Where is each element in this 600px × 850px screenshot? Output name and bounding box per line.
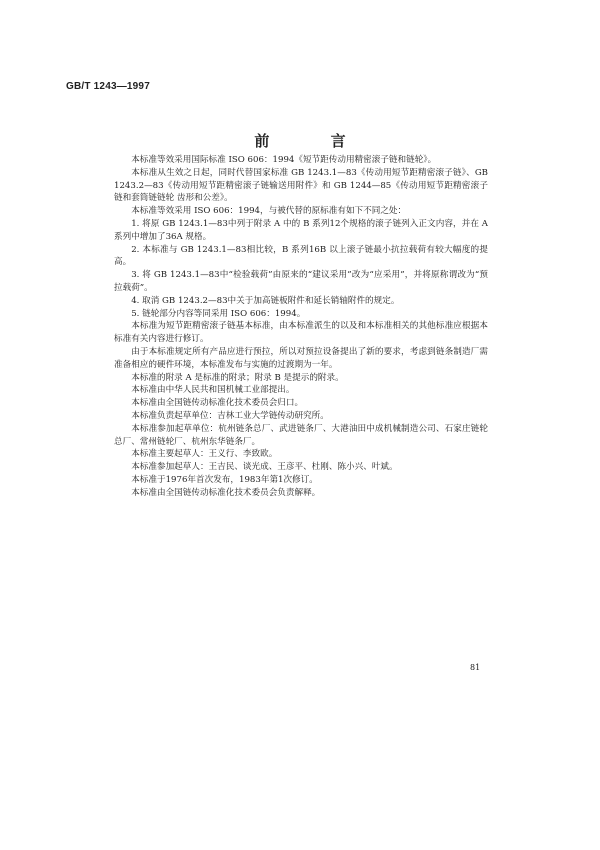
paragraph-10: 由于本标准规定所有产品应进行预拉，所以对预拉设备提出了新的要求，考虑到链条制造厂需准备相应的硬件环境，本标准发布与实施的过渡期为一年。 [114, 346, 488, 370]
paragraph-13: 本标准由全国链传动标准化技术委员会归口。 [131, 398, 304, 409]
paragraph-2: 本标准从生效之日起，同时代替国家标准 GB 1243.1—83《传动用短节距精密滚子链》、GB 1243.2—83《传动用短节距精密滚子链输送用附件》和 GB 1244—85《传动用短节距精密滚子链和套筒链链轮 齿形和公差》。 [114, 167, 488, 204]
paragraph-11: 本标准的附录 A 是标准的附录；附录 B 是提示的附录。 [131, 372, 344, 383]
paragraph-19: 本标准由全国链传动标准化技术委员会负责解释。 [131, 487, 321, 498]
page-title: 前 言 [254, 132, 374, 150]
paragraph-16: 本标准主要起草人：王义行、李致欧。 [131, 449, 278, 460]
paragraph-14: 本标准负责起草单位：吉林工业大学链传动研究所。 [131, 410, 329, 421]
paragraph-1: 本标准等效采用国际标准 ISO 606：1994《短节距传动用精密滚子链和链轮》。 [131, 155, 437, 165]
difference-item-1: 1. 将原 GB 1243.1—83中列于附录 A 中的 B 系列12个规格的滚子链列入正文内容，并在 A 系列中增加了36A 规格。 [114, 218, 488, 242]
standard-number: GB/T 1243—1997 [66, 81, 150, 92]
difference-item-4: 4. 取消 GB 1243.2—83中关于加高链板附件和延长销轴附件的规定。 [131, 295, 400, 306]
paragraph-15: 本标准参加起草单位：杭州链条总厂、武进链条厂、大港油田中成机械制造公司、石家庄链轮总厂、常州链轮厂、杭州东华链条厂。 [114, 423, 488, 447]
paragraph-18: 本标准于1976年首次发布，1983年第1次修订。 [131, 474, 318, 485]
paragraph-17: 本标准参加起草人：王吉民、谈光成、王彦平、杜刚、陈小兴、叶斌。 [131, 462, 398, 473]
difference-item-5: 5. 链轮部分内容等同采用 ISO 606：1994。 [131, 308, 306, 319]
paragraph-9: 本标准为短节距精密滚子链基本标准，由本标准派生的以及和本标准相关的其他标准应根据本标准有关内容进行修订。 [114, 321, 488, 345]
paragraph-12: 本标准由中华人民共和国机械工业部提出。 [131, 385, 295, 396]
page-number: 81 [470, 663, 481, 672]
difference-item-3: 3. 将 GB 1243.1—83中“检验载荷”由原来的“建议采用”改为“应采用”，并将原称谓改为“预拉载荷”。 [114, 270, 488, 293]
paragraph-3: 本标准等效采用 ISO 606：1994，与被代替的原标准有如下不同之处： [131, 206, 407, 217]
difference-item-2: 2. 本标准与 GB 1243.1—83相比较，B 系列16B 以上滚子链最小抗拉载荷有较大幅度的提高。 [114, 244, 488, 268]
foreword-body [114, 154, 488, 500]
